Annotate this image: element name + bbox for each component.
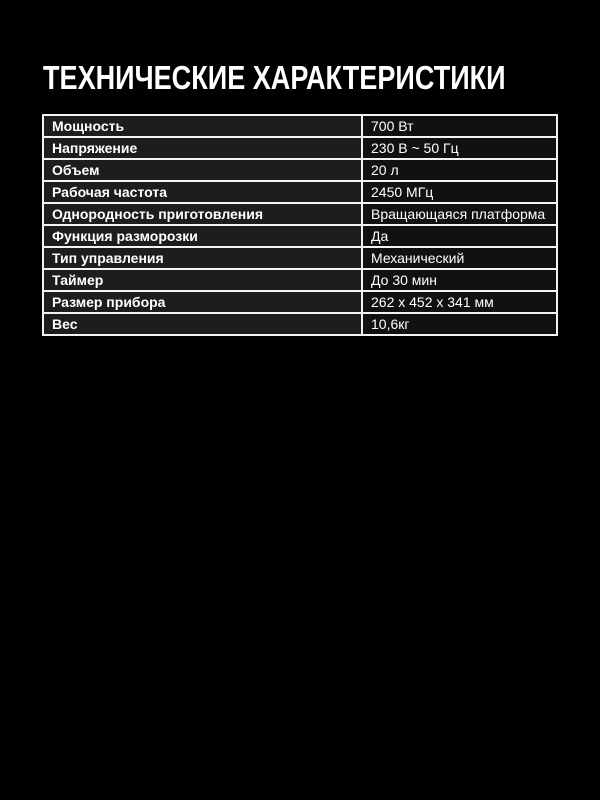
spec-label: Функция разморозки: [43, 225, 362, 247]
spec-value: 2450 МГц: [362, 181, 557, 203]
spec-row: [43, 115, 557, 137]
page-title: ТЕХНИЧЕСКИЕ ХАРАКТЕРИСТИКИ: [43, 59, 506, 96]
spec-row: [43, 225, 557, 247]
spec-label: Рабочая частота: [43, 181, 362, 203]
spec-row: [43, 291, 557, 313]
spec-label: Таймер: [43, 269, 362, 291]
spec-value: 230 В ~ 50 Гц: [362, 137, 557, 159]
spec-row: [43, 137, 557, 159]
spec-label: Однородность приготовления: [43, 203, 362, 225]
spec-value: Да: [362, 225, 557, 247]
spec-row: [43, 203, 557, 225]
spec-table: [42, 114, 558, 336]
spec-value: 10,6кг: [362, 313, 557, 335]
spec-label: Мощность: [43, 115, 362, 137]
spec-value: Вращающаяся платформа: [362, 203, 557, 225]
spec-value: До 30 мин: [362, 269, 557, 291]
spec-value: Механический: [362, 247, 557, 269]
spec-row: [43, 313, 557, 335]
spec-value: 262 x 452 x 341 мм: [362, 291, 557, 313]
spec-row: [43, 247, 557, 269]
spec-label: Размер прибора: [43, 291, 362, 313]
spec-row: [43, 181, 557, 203]
spec-row: [43, 159, 557, 181]
spec-table-body: [43, 115, 557, 335]
spec-value: 20 л: [362, 159, 557, 181]
spec-value: 700 Вт: [362, 115, 557, 137]
spec-label: Объем: [43, 159, 362, 181]
spec-label: Вес: [43, 313, 362, 335]
spec-label: Тип управления: [43, 247, 362, 269]
spec-row: [43, 269, 557, 291]
spec-label: Напряжение: [43, 137, 362, 159]
